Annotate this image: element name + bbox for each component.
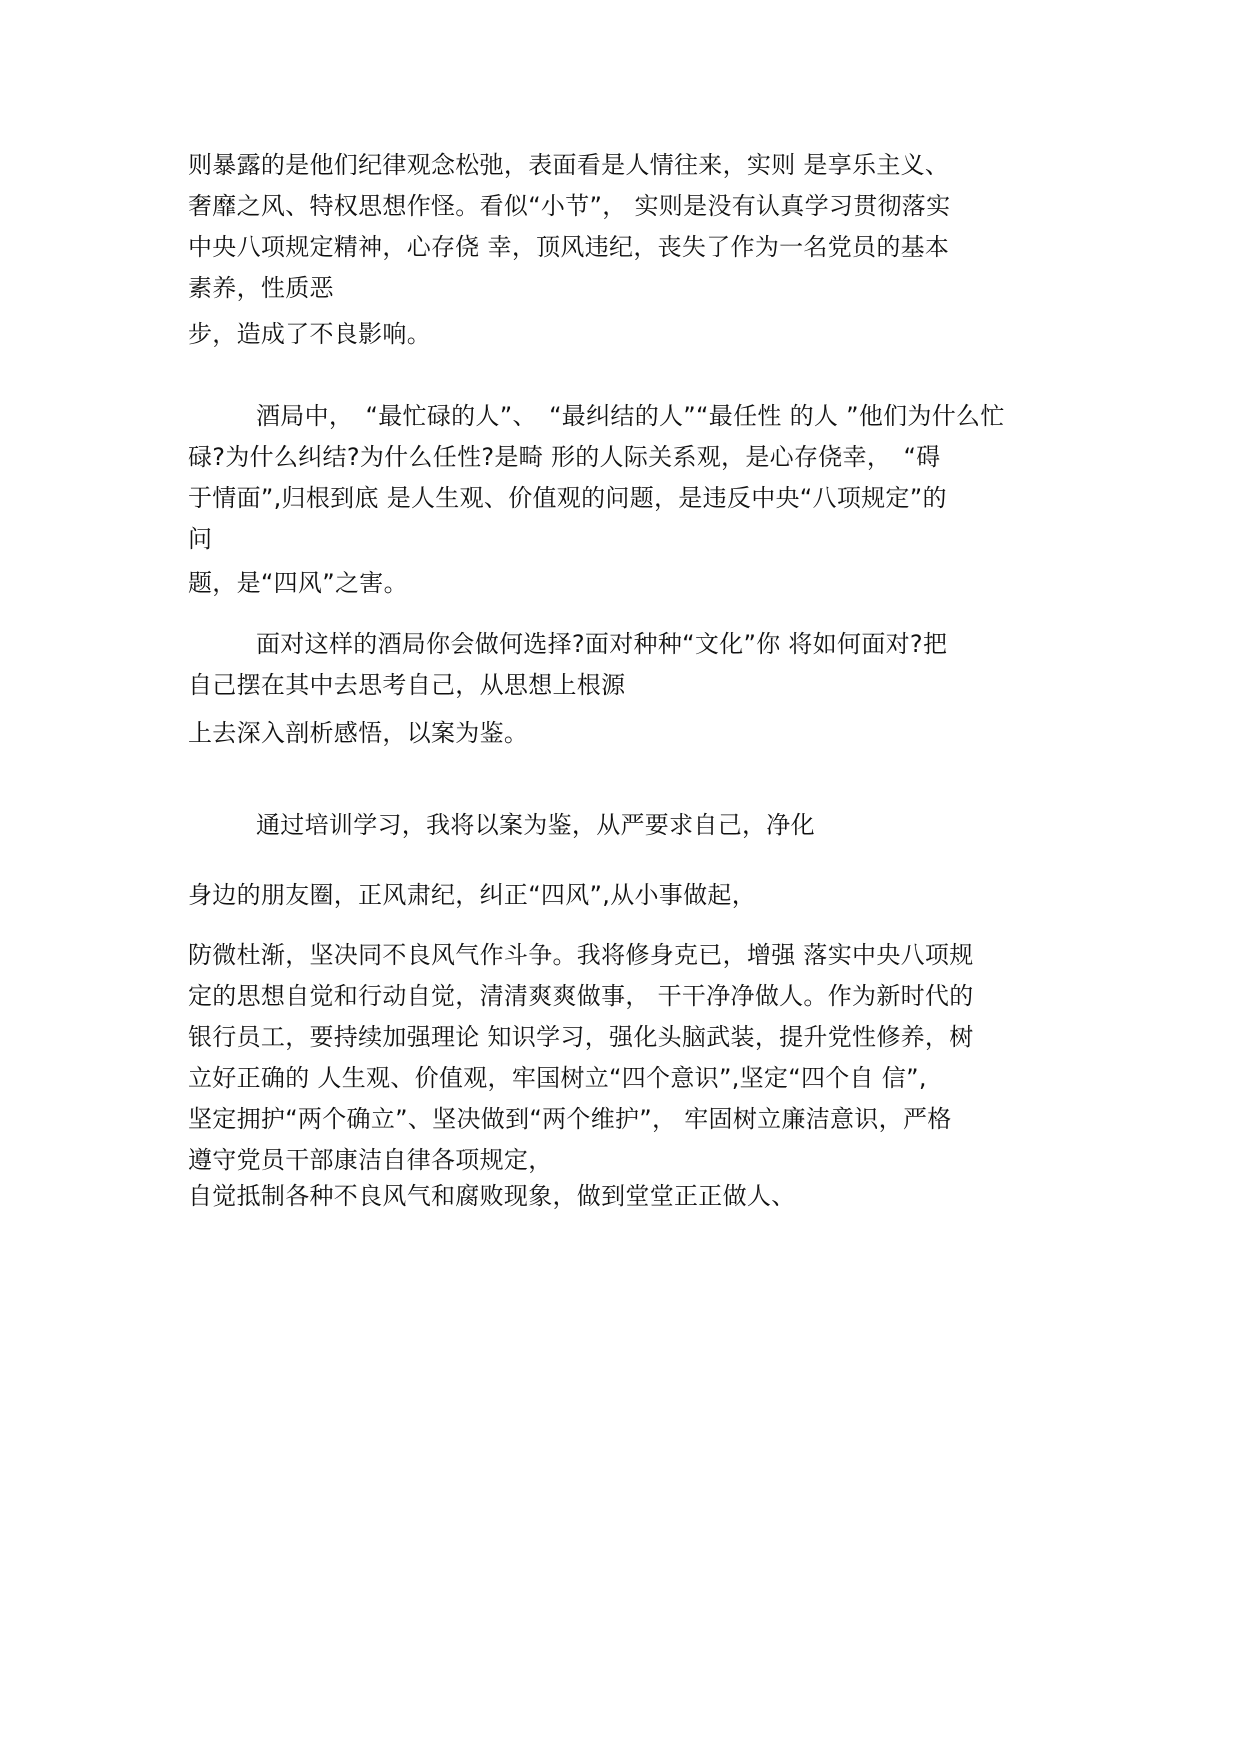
text-line: 银行员工，要持续加强理论 知识学习，强化头脑武装，提升党性修养，树 — [188, 1023, 974, 1051]
text-line: 素养，性质恶 — [188, 274, 334, 302]
paragraph-continuation — [188, 713, 1088, 754]
text-line: 定的思想自觉和行动自觉，清清爽爽做事， 干干净净做人。作为新时代的 — [188, 982, 974, 1010]
text-line: 则暴露的是他们纪律观念松弛，表面看是人情往来，实则 是享乐主义、 — [188, 151, 950, 179]
paragraph-discipline-analysis — [188, 145, 1088, 309]
text-line: 上去深入剖析感悟，以案为鉴。 — [188, 719, 529, 747]
text-line: 坚定拥护“两个确立”、坚决做到“两个维护”， 牢固树立廉洁意识，严格 — [188, 1105, 952, 1133]
paragraph-reflection — [188, 624, 1088, 706]
text-line: 身边的朋友圈，正风肃纪，纠正“四风”,从小事做起， — [188, 881, 756, 909]
paragraph-drinking-party — [188, 396, 1088, 560]
text-line: 问 — [188, 525, 213, 553]
text-line: 自觉抵制各种不良风气和腐败现象，做到堂堂正正做人、 — [188, 1182, 796, 1210]
paragraph-training — [188, 805, 1088, 846]
text-line: 奢靡之风、特权思想作怪。看似“小节”， 实则是没有认真学习贯彻落实 — [188, 192, 951, 220]
text-line: 面对这样的酒局你会做何选择?面对种种“文化”你 将如何面对?把 — [256, 630, 948, 658]
text-line: 题，是“四风”之害。 — [188, 569, 408, 597]
text-line: 中央八项规定精神，心存侥 幸，顶风违纪，丧失了作为一名党员的基本 — [188, 233, 950, 261]
paragraph-continuation — [188, 314, 1088, 355]
text-line: 通过培训学习，我将以案为鉴，从严要求自己，净化 — [256, 811, 815, 839]
paragraph-continuation — [188, 875, 1088, 916]
text-line: 防微杜渐，坚决同不良风气作斗争。我将修身克已，增强 落实中央八项规 — [188, 941, 974, 969]
text-line: 步，造成了不良影响。 — [188, 320, 431, 348]
text-line: 立好正确的 人生观、价值观，牢国树立“四个意识”,坚定“四个自 信”, — [188, 1064, 927, 1092]
text-line: 碌?为什么纠结?为什么任性?是畸 形的人际关系观，是心存侥幸， “碍 — [188, 443, 941, 471]
text-line: 遵守党员干部康洁自律各项规定， — [188, 1146, 553, 1174]
paragraph-continuation — [188, 563, 1088, 604]
text-line: 自己摆在其中去思考自己，从思想上根源 — [188, 671, 626, 699]
paragraph-commitment — [188, 935, 1088, 1181]
paragraph-continuation — [188, 1176, 1088, 1217]
text-line: 于情面”,归根到底 是人生观、价值观的问题，是违反中央“八项规定”的 — [188, 484, 947, 512]
text-line: 酒局中， “最忙碌的人”、 “最纠结的人”“最任性 的人 ”他们为什么忙 — [256, 402, 1005, 430]
